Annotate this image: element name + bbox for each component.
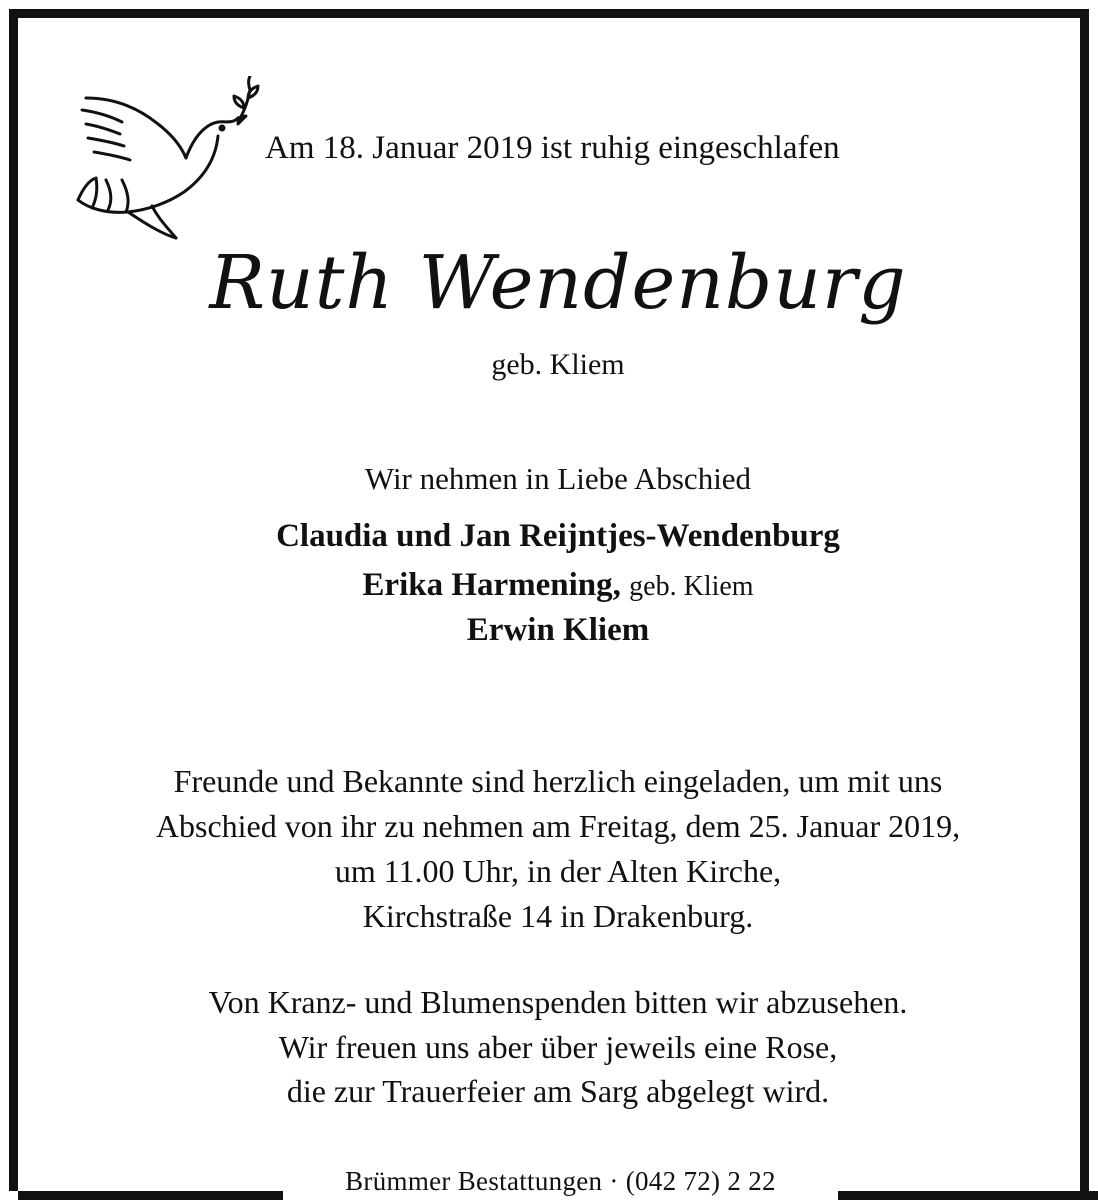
funeral-home-footer: Brümmer Bestattungen · (042 72) 2 22 — [345, 1166, 776, 1196]
farewell-line: Wir nehmen in Liebe Abschied — [364, 461, 752, 496]
bottom-border-right — [838, 1191, 1098, 1200]
deceased-name: Ruth Wendenburg — [209, 240, 907, 326]
family-member — [18, 567, 1098, 604]
invitation-line: Kirchstraße 14 in Drakenburg. — [362, 898, 754, 934]
request-line: die zur Trauerfeier am Sarg abgelegt wird. — [286, 1073, 830, 1109]
obituary-notice — [9, 9, 1089, 1196]
family-member — [18, 518, 1098, 555]
birth-name: geb. Kliem — [491, 348, 625, 381]
family-member-name: Erika Harmening, — [362, 567, 621, 603]
request-line: Wir freuen uns aber über jeweils eine Rose, — [278, 1029, 838, 1065]
dove-with-olive-branch-icon — [66, 76, 266, 246]
request-line: Von Kranz- und Blumenspenden bitten wir abzusehen. — [208, 984, 908, 1020]
invitation-line: um 11.00 Uhr, in der Alten Kirche, — [334, 853, 782, 889]
family-member-name: Erwin Kliem — [466, 612, 650, 648]
family-member — [18, 612, 1098, 649]
intro-line: Am 18. Januar 2019 ist ruhig eingeschlafen — [265, 130, 840, 166]
family-member-note: geb. Kliem — [629, 571, 754, 602]
invitation-line: Abschied von ihr zu nehmen am Freitag, dem 25. Januar 2019, — [155, 808, 961, 844]
invitation-line: Freunde und Bekannte sind herzlich eingeladen, um mit uns — [173, 763, 943, 799]
family-member-name: Claudia und Jan Reijntjes-Wendenburg — [276, 518, 840, 554]
bottom-border-left — [18, 1191, 283, 1200]
